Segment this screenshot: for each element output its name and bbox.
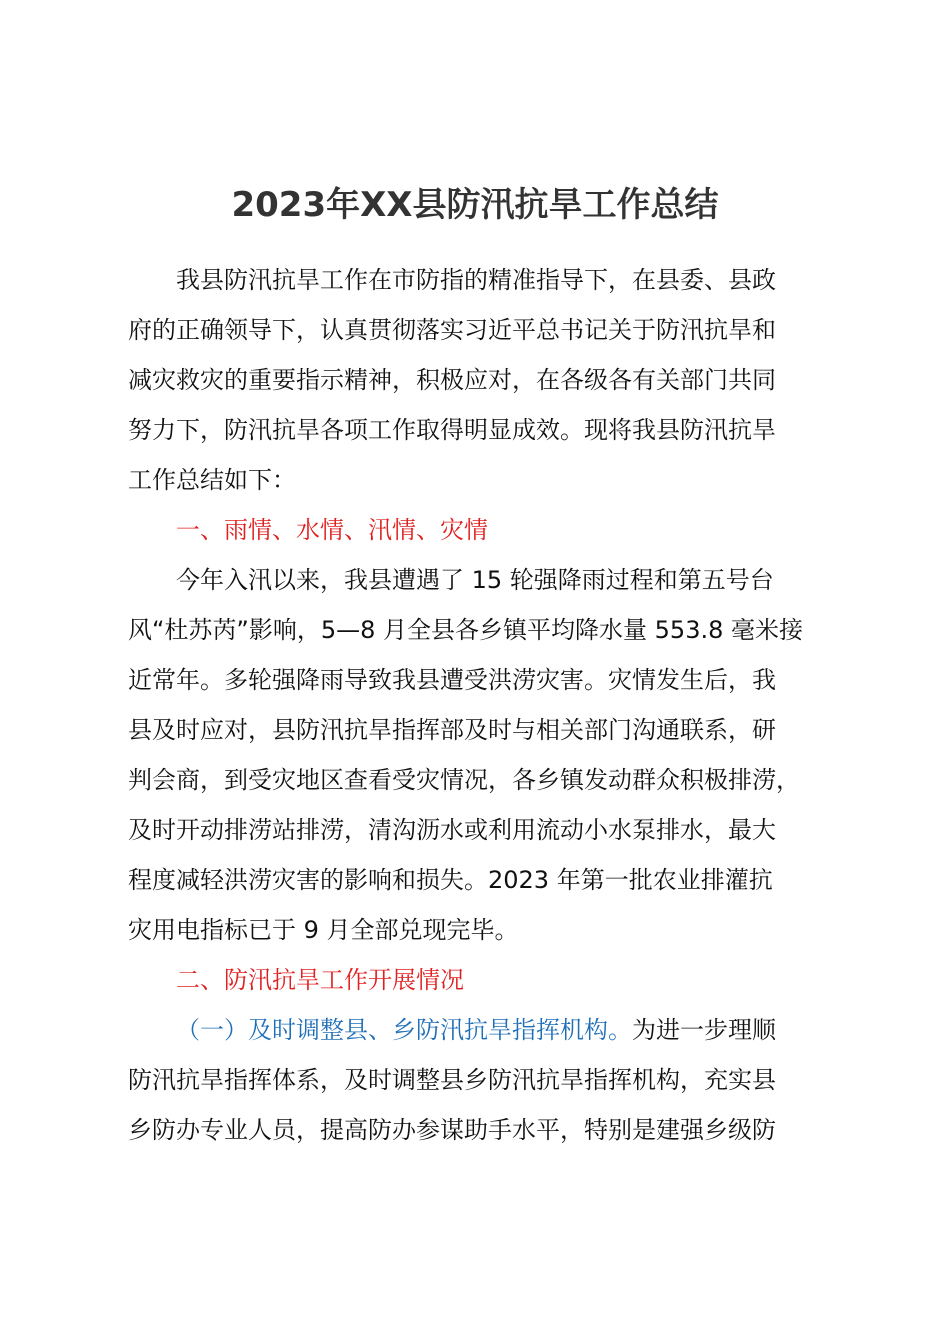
paragraph-line: 程度减轻洪涝灾害的影响和损失。2023 年第一批农业排灌抗 (128, 866, 773, 894)
paragraph-line: 乡防办专业人员，提高防办参谋助手水平，特别是建强乡级防 (128, 1116, 776, 1144)
paragraph-line: 防汛抗旱指挥体系，及时调整县乡防汛抗旱指挥机构，充实县 (128, 1066, 776, 1094)
paragraph-line: 减灾救灾的重要指示精神，积极应对，在各级各有关部门共同 (128, 366, 776, 394)
document-title: 2023年XX县防汛抗旱工作总结 (231, 185, 719, 225)
subsection-heading-1: （一）及时调整县、乡防汛抗旱指挥机构。 (176, 1016, 632, 1044)
section-heading-1: 一、雨情、水情、汛情、灾情 (176, 516, 488, 544)
paragraph-line: 判会商，到受灾地区查看受灾情况，各乡镇发动群众积极排涝， (128, 766, 800, 794)
paragraph-line (128, 1005, 833, 1055)
paragraph-line: 今年入汛以来，我县遭遇了 15 轮强降雨过程和第五号台 (176, 566, 774, 594)
paragraph-line: 县及时应对，县防汛抗旱指挥部及时与相关部门沟通联系，研 (128, 716, 776, 744)
section-heading-2: 二、防汛抗旱工作开展情况 (176, 966, 464, 994)
paragraph-line: 我县防汛抗旱工作在市防指的精准指导下，在县委、县政 (176, 266, 776, 294)
paragraph-line: 风“杜苏芮”影响，5—8 月全县各乡镇平均降水量 553.8 毫米接 (128, 616, 803, 644)
paragraph-line: 灾用电指标已于 9 月全部兑现完毕。 (128, 916, 519, 944)
document-body (128, 255, 833, 1155)
paragraph-line: 府的正确领导下，认真贯彻落实习近平总书记关于防汛抗旱和 (128, 316, 776, 344)
paragraph-line: 工作总结如下： (128, 466, 296, 494)
paragraph-line: 及时开动排涝站排涝，清沟沥水或利用流动小水泵排水，最大 (128, 816, 776, 844)
paragraph-line: 近常年。多轮强降雨导致我县遭受洪涝灾害。灾情发生后，我 (128, 666, 776, 694)
paragraph-line: 努力下，防汛抗旱各项工作取得明显成效。现将我县防汛抗旱 (128, 416, 776, 444)
paragraph-text: 为进一步理顺 (632, 1016, 776, 1044)
